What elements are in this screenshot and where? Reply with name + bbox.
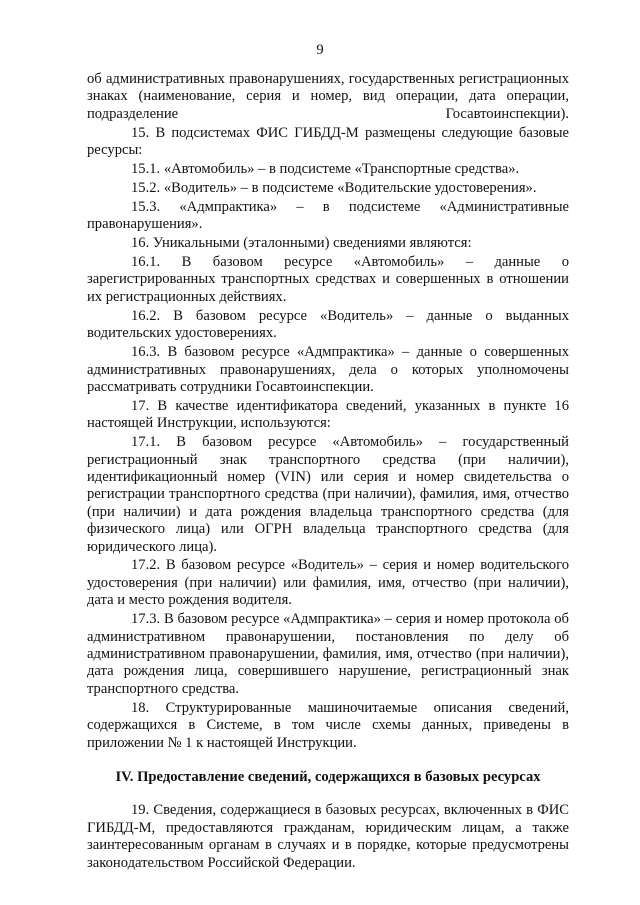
paragraph-16-1: 16.1. В базовом ресурсе «Автомобиль» – данные о зарегистрированных транспортных средствах и совершенных в отношении их регистрационных действиях. <box>87 254 569 305</box>
paragraph-16-3: 16.3. В базовом ресурсе «Адмпрактика» – данные о совершенных административных правонарушениях, дела о которых уполномочены рассматривать сотрудники Госавтоинспекции. <box>87 344 569 395</box>
paragraph-17-1: 17.1. В базовом ресурсе «Автомобиль» – государственный регистрационный знак транспортного средства (при наличии), идентификационный номер (VIN) или серия и номер свидетельства о регистрации транспортного средства (при наличии), фамилия, имя, отчество (при наличии) и дата рождения владельца транспортного средства (для физического лица) или ОГРН владельца транспортного средства (для юридического лица). <box>87 434 569 555</box>
page-number: 9 <box>316 42 324 58</box>
paragraph-15: 15. В подсистемах ФИС ГИБДД-М размещены следующие базовые ресурсы: <box>87 124 569 159</box>
paragraph-15-1: 15.1. «Автомобиль» – в подсистеме «Транспортные средства». <box>131 161 520 178</box>
paragraph-19: 19. Сведения, содержащиеся в базовых ресурсах, включенных в ФИС ГИБДД-М, предоставляются гражданам, юридическим лицам, а также заинтересованным органам в случаях и в порядке, которые предусмотрены законодательством Российской Федерации. <box>87 802 569 871</box>
paragraph-17: 17. В качестве идентификатора сведений, указанных в пункте 16 настоящей Инструкции, используются: <box>87 397 569 432</box>
paragraph-18: 18. Структурированные машиночитаемые описания сведений, содержащихся в Системе, в том числе схемы данных, приведены в приложении № 1 к настоящей Инструкции. <box>87 699 569 751</box>
document-body <box>87 71 569 872</box>
paragraph-16: 16. Уникальными (эталонными) сведениями являются: <box>131 235 472 252</box>
paragraph-15-2: 15.2. «Водитель» – в подсистеме «Водительские удостоверения». <box>131 179 537 196</box>
paragraph-continuation: об административных правонарушениях, государственных регистрационных знаках (наименование, серия и номер, вид операции, дата операции, подразделение Госавтоинспекции). <box>87 71 569 122</box>
paragraph-16-2: 16.2. В базовом ресурсе «Водитель» – данные о выданных водительских удостоверениях. <box>87 307 569 342</box>
paragraph-17-2: 17.2. В базовом ресурсе «Водитель» – серия и номер водительского удостоверения (при наличии) или фамилия, имя, отчество (при наличии), дата и место рождения водителя. <box>87 557 569 609</box>
paragraph-15-3: 15.3. «Адмпрактика» – в подсистеме «Административные правонарушения». <box>87 198 569 233</box>
paragraph-17-3: 17.3. В базовом ресурсе «Адмпрактика» – серия и номер протокола об административном правонарушении, постановления по делу об административном правонарушении, фамилия, имя, отчество (при наличии), дата рождения лица, совершившего нарушение, регистрационный знак транспортного средства. <box>87 611 569 697</box>
section-heading: IV. Предоставление сведений, содержащихся в базовых ресурсах <box>115 768 541 785</box>
